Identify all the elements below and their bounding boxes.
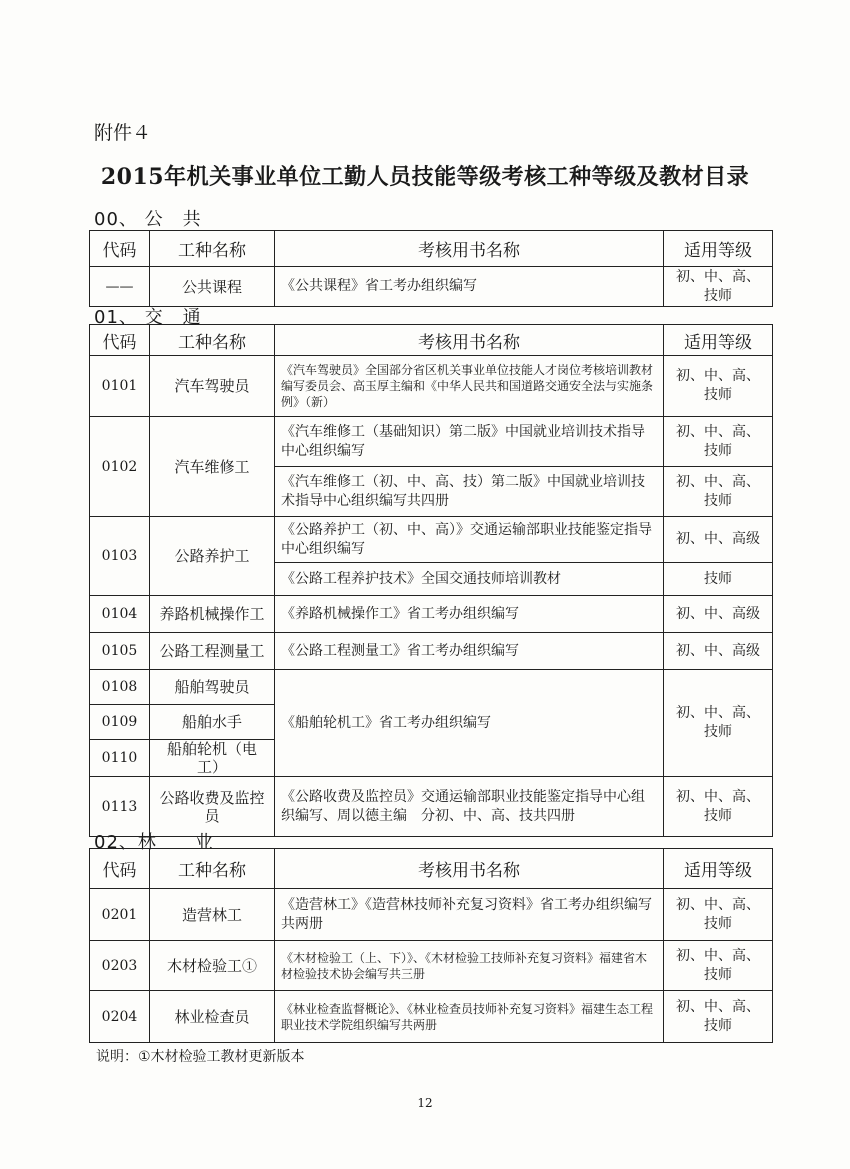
row-name: 养路机械操作工 <box>150 596 275 633</box>
row-book: 《公路工程养护技术》全国交通技师培训教材 <box>275 563 664 596</box>
row-book: 《养路机械操作工》省工考办组织编写 <box>275 596 664 633</box>
header-code: 代码 <box>90 231 150 267</box>
row-name: 公路养护工 <box>150 517 275 596</box>
row-name: 汽车维修工 <box>150 417 275 517</box>
row-code: 0113 <box>90 777 150 837</box>
row-level: 初、中、高级 <box>664 596 773 633</box>
row-code: 0104 <box>90 596 150 633</box>
row-book: 《林业检查监督概论》、《林业检查员技师补充复习资料》福建生态工程职业技术学院组织编写共两册 <box>275 991 664 1043</box>
header-level: 适用等级 <box>664 231 773 267</box>
row-name: 船舶水手 <box>150 705 275 740</box>
row-level: 初、中、高、技师 <box>664 356 773 417</box>
table-traffic <box>89 324 773 837</box>
header-name: 工种名称 <box>150 231 275 267</box>
row-book: 《船舶轮机工》省工考办组织编写 <box>275 670 664 777</box>
table-row <box>90 941 773 991</box>
header-code: 代码 <box>90 325 150 356</box>
row-book: 《汽车维修工（初、中、高、技）第二版》中国就业培训技术指导中心组织编写共四册 <box>275 467 664 517</box>
row-name: 船舶轮机（电工） <box>150 740 275 777</box>
row-level: 初、中、高、技师 <box>664 670 773 777</box>
row-level: 初、中、高、技师 <box>664 991 773 1043</box>
row-name: 公路工程测量工 <box>150 633 275 670</box>
row-code: 0102 <box>90 417 150 517</box>
row-book: 《公路养护工（初、中、高）》交通运输部职业技能鉴定指导中心组织编写 <box>275 517 664 563</box>
row-code: 0108 <box>90 670 150 705</box>
row-code: 0105 <box>90 633 150 670</box>
section-heading-public: 00、 公 共 <box>94 209 202 230</box>
table-row <box>90 889 773 941</box>
table-row <box>90 670 773 705</box>
row-code: 0204 <box>90 991 150 1043</box>
row-book: 《造营林工》《造营林技师补充复习资料》省工考办组织编写共两册 <box>275 889 664 941</box>
row-code: 0103 <box>90 517 150 596</box>
table-header-row <box>90 325 773 356</box>
row-level: 初、中、高、技师 <box>664 777 773 837</box>
table-row <box>90 517 773 563</box>
page-number: 12 <box>417 1096 433 1110</box>
table-row <box>90 356 773 417</box>
table-row <box>90 596 773 633</box>
row-name: 木材检验工① <box>150 941 275 991</box>
row-book: 《公共课程》省工考办组织编写 <box>275 267 664 307</box>
row-level: 初、中、高、技师 <box>664 417 773 467</box>
header-book: 考核用书名称 <box>275 231 664 267</box>
header-level: 适用等级 <box>664 325 773 356</box>
row-name: 公路收费及监控员 <box>150 777 275 837</box>
section-heading-forestry: 02、林 业 <box>94 832 214 853</box>
footnote: 说明：①木材检验工教材更新版本 <box>96 1049 305 1065</box>
row-name: 林业检查员 <box>150 991 275 1043</box>
row-code: 0201 <box>90 889 150 941</box>
row-level: 初、中、高、技师 <box>664 267 773 307</box>
row-book: 《木材检验工（上、下）》、《木材检验工技师补充复习资料》福建省木材检验技术协会编写共三册 <box>275 941 664 991</box>
row-level: 初、中、高、技师 <box>664 941 773 991</box>
header-book: 考核用书名称 <box>275 325 664 356</box>
header-name: 工种名称 <box>150 325 275 356</box>
table-row <box>90 991 773 1043</box>
table-row <box>90 417 773 467</box>
row-name: 汽车驾驶员 <box>150 356 275 417</box>
row-code: 0101 <box>90 356 150 417</box>
table-public <box>89 230 773 307</box>
row-level: 技师 <box>664 563 773 596</box>
header-code: 代码 <box>90 849 150 889</box>
table-row <box>90 633 773 670</box>
annex-label: 附件４ <box>94 122 152 144</box>
row-name: 船舶驾驶员 <box>150 670 275 705</box>
row-level: 初、中、高、技师 <box>664 889 773 941</box>
header-level: 适用等级 <box>664 849 773 889</box>
table-forestry <box>89 848 773 1043</box>
row-book: 《汽车驾驶员》全国部分省区机关事业单位技能人才岗位考核培训教材编写委员会、高玉厚主编和《中华人民共和国道路交通安全法与实施条例》（新） <box>275 356 664 417</box>
row-book: 《公路收费及监控员》交通运输部职业技能鉴定指导中心组织编写、周以德主编 分初、中、高、技共四册 <box>275 777 664 837</box>
table-row <box>90 267 773 307</box>
header-name: 工种名称 <box>150 849 275 889</box>
row-code: —— <box>90 267 150 307</box>
row-code: 0110 <box>90 740 150 777</box>
row-level: 初、中、高级 <box>664 633 773 670</box>
table-header-row <box>90 849 773 889</box>
row-level: 初、中、高、技师 <box>664 467 773 517</box>
table-header-row <box>90 231 773 267</box>
header-book: 考核用书名称 <box>275 849 664 889</box>
row-name: 造营林工 <box>150 889 275 941</box>
row-book: 《汽车维修工（基础知识）第二版》中国就业培训技术指导中心组织编写 <box>275 417 664 467</box>
row-level: 初、中、高级 <box>664 517 773 563</box>
page-title: 2015年机关事业单位工勤人员技能等级考核工种等级及教材目录 <box>100 164 750 190</box>
row-code: 0203 <box>90 941 150 991</box>
row-code: 0109 <box>90 705 150 740</box>
section-heading-traffic: 01、 交 通 <box>94 307 202 328</box>
row-book: 《公路工程测量工》省工考办组织编写 <box>275 633 664 670</box>
row-name: 公共课程 <box>150 267 275 307</box>
